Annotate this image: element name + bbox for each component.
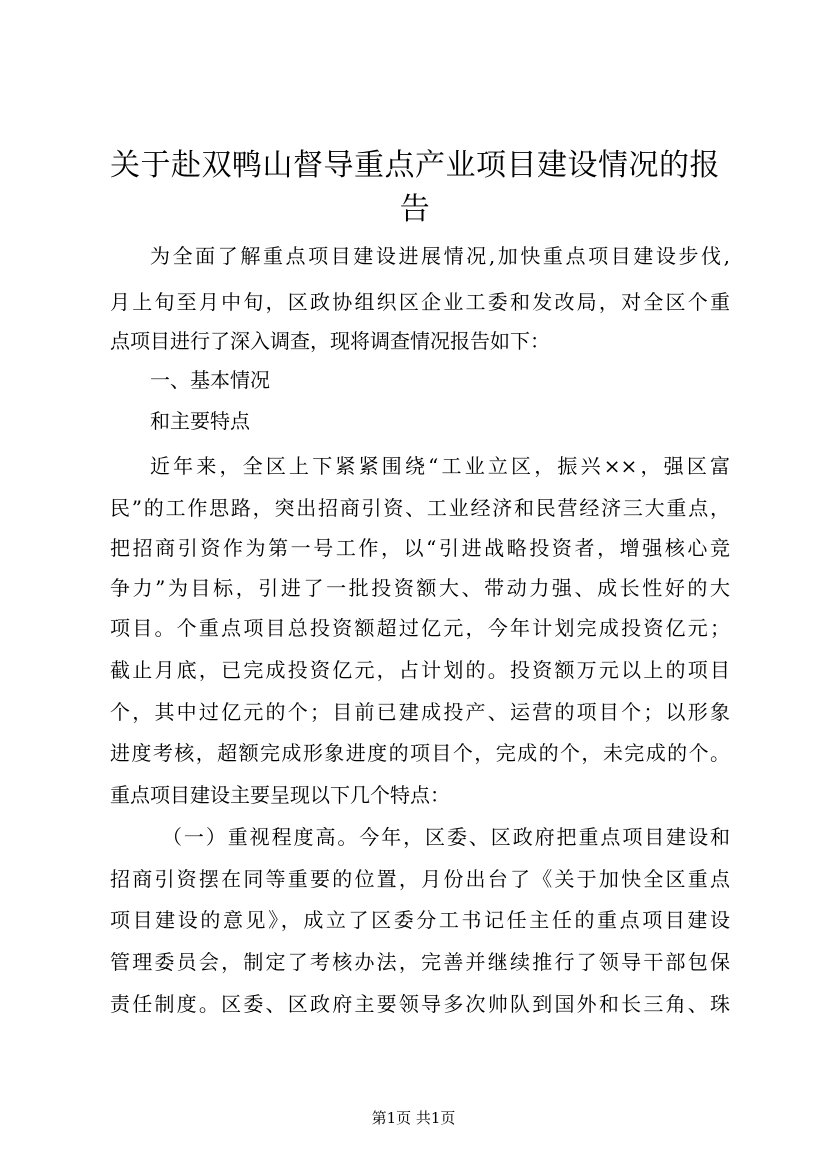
body-line: 项目。个重点项目总投资额超过亿元，今年计划完成投资亿元；	[110, 616, 730, 640]
document-title	[100, 144, 730, 232]
body-line: 截止月底，已完成投资亿元，占计划的。投资额万元以上的项目	[110, 658, 730, 682]
title-line-1: 关于赴双鸭山督导重点产业项目建设情况的报	[110, 148, 720, 183]
body-line: 进度考核，超额完成形象进度的项目个，完成的个，未完成的个。	[110, 741, 730, 765]
section-heading-continued: 和主要特点	[150, 409, 250, 433]
body-line: 月上旬至月中旬，区政协组织区企业工委和发改局，对全区个重	[110, 290, 730, 314]
body-line: 点项目进行了深入调查，现将调查情况报告如下：	[110, 329, 550, 353]
body-line: 招商引资摆在同等重要的位置，月份出台了《关于加快全区重点	[110, 867, 730, 891]
subsection-line: （一）重视程度高。今年，区委、区政府把重点项目建设和	[162, 825, 730, 849]
body-line: 为全面了解重点项目建设进展情况,加快重点项目建设步伐,	[150, 244, 730, 268]
body-line: 争力”为目标，引进了一批投资额大、带动力强、成长性好的大	[110, 576, 730, 600]
body-line: 民”的工作思路，突出招商引资、工业经济和民营经济三大重点，	[110, 496, 730, 520]
body-line: 近年来，全区上下紧紧围绕“工业立区，振兴××，强区富	[150, 454, 730, 478]
body-line: 个，其中过亿元的个；目前已建成投产、运营的项目个；以形象	[110, 700, 730, 724]
body-line: 责任制度。区委、区政府主要领导多次帅队到国外和长三角、珠	[110, 992, 730, 1016]
body-line: 管理委员会，制定了考核办法，完善并继续推行了领导干部包保	[110, 950, 730, 974]
body-line: 项目建设的意见》，成立了区委分工书记任主任的重点项目建设	[110, 908, 730, 932]
page-footer: 第1页 共1页	[371, 1109, 456, 1127]
body-line: 把招商引资作为第一号工作，以“引进战略投资者，增强核心竞	[110, 536, 730, 560]
title-line-2: 告	[399, 192, 431, 227]
section-heading: 一、基本情况	[150, 368, 270, 392]
body-line: 重点项目建设主要呈现以下几个特点：	[110, 783, 450, 807]
